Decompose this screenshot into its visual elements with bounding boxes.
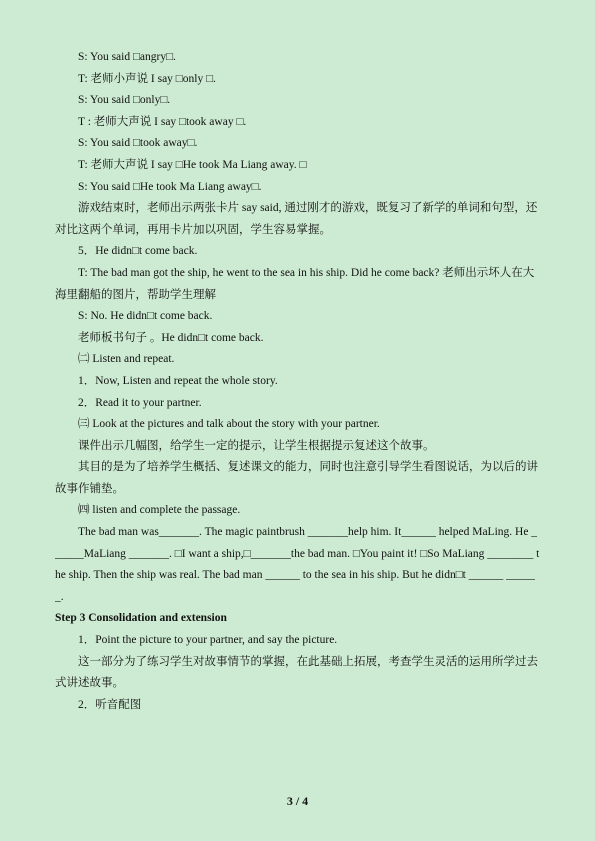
step-heading: Step 3 Consolidation and extension bbox=[55, 612, 227, 625]
text-line: T : 老师大声说 I say □took away □. bbox=[78, 115, 247, 128]
page-content bbox=[55, 47, 541, 716]
text-line: S: You said □only□. bbox=[78, 94, 171, 107]
text-line: 课件出示几幅图，给学生一定的提示，让学生根据提示复述这个故事。 bbox=[78, 439, 435, 452]
text-line: T: 老师大声说 I say □He took Ma Liang away. □ bbox=[78, 158, 307, 171]
text-line: S: You said □He took Ma Liang away□. bbox=[78, 180, 262, 193]
text-line: 5．He didn□t come back. bbox=[78, 245, 198, 258]
paragraph: T: The bad man got the ship, he went to the sea in his ship. Did he come back? 老师出示坏人在大海里翻船的图片，帮助学生理解 bbox=[55, 266, 535, 301]
text-line: S: You said □angry□. bbox=[78, 51, 176, 63]
section-heading: ㈣ listen and complete the passage. bbox=[78, 504, 241, 517]
text-line: 1．Now, Listen and repeat the whole story. bbox=[78, 374, 278, 387]
paragraph: 游戏结束时，老师出示两张卡片 say said, 通过刚才的游戏，既复习了新学的单词和句型，还对比这两个单词，再用卡片加以巩固，学生容易掌握。 bbox=[55, 202, 538, 236]
text-line: 老师板书句子 。He didn□t come back. bbox=[78, 331, 264, 344]
text-line: 1．Point the picture to your partner, and say the picture. bbox=[78, 634, 338, 647]
paragraph: 其目的是为了培养学生概括、复述课文的能力，同时也注意引导学生看图说话，为以后的讲故事作铺垫。 bbox=[55, 461, 538, 495]
text-line: S: You said □took away□. bbox=[78, 137, 198, 150]
text-line: S: No. He didn□t come back. bbox=[78, 310, 213, 323]
paragraph: 这一部分为了练习学生对故事情节的掌握，在此基础上拓展，考查学生灵活的运用所学过去式讲述故事。 bbox=[55, 655, 538, 690]
text-line: 2．Read it to your partner. bbox=[78, 396, 202, 409]
section-heading: ㈡ Listen and repeat. bbox=[78, 353, 175, 366]
section-heading: ㈢ Look at the pictures and talk about the story with your partner. bbox=[78, 418, 380, 431]
text-line: T: 老师小声说 I say □only □. bbox=[78, 72, 216, 85]
cloze-passage: The bad man was_______. The magic paintbrush _______help him. It______ helped MaLing. He ______MaLiang _______. □I want a ship,□_______the bad man. □You paint it! □So MaLiang ________ the ship. Then the ship was real. The bad man ______ to the sea in his ship. But he didn□t ______ ______. bbox=[55, 526, 540, 603]
page-number: 3 / 4 bbox=[286, 794, 309, 808]
text-line: 2．听音配图 bbox=[78, 698, 142, 711]
